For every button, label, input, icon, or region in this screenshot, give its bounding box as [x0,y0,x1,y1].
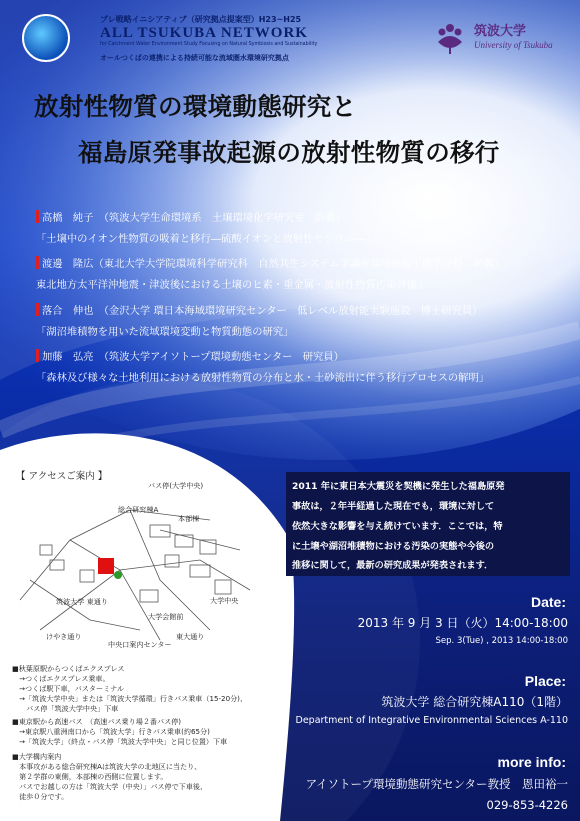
network-jp: オールつくばの連携による持続可能な流域圏水環境研究拠点 [100,54,289,62]
access-line: →つくば駅下車，バスターミナル [12,684,124,693]
program-label: プレ戦略イニシアティブ（研究拠点提案型）H23~H25 [100,15,302,24]
speaker-marker [36,256,39,269]
map-label-east-exit: 東大通り [176,632,205,641]
network-subtitle: for Catchment Water Environment Study Focusing on Natural Symbiosis and Sustainability [100,42,318,47]
speaker-marker [36,303,39,316]
description-line: 推移に関して，最新の研究成果が発表されます． [292,560,494,571]
map-label-bus-center: バス停(大学中央) [148,481,204,490]
map-label-library: 大学会館前 [148,612,184,621]
map-label-univ-center: 大学中央 [210,596,239,605]
contact-name: アイソトープ環境動態研究センター教授 恩田裕一 [305,777,568,791]
description-line: 事故は，２年半経過した現在でも，環境に対して [292,501,495,512]
poster-title-line2: 福島原発事故起源の放射性物質の移行 [78,138,500,167]
speaker-1-talk: 「土壌中のイオン性物質の吸着と移行―硫酸イオンと放射性セシウム―」 [36,233,376,245]
date-label: Date: [530,594,566,610]
access-line: →「筑波大学中央」または「筑波大学循環」行きバス乗車（15-20分)、 [12,694,248,703]
description-line: 依然大きな影響を与え続けています．ここでは，特 [292,521,503,532]
speaker-1-name: 高橋 純子 （筑波大学生命環境系 土壌環境化学研究室 助教） [42,212,346,224]
speaker-3-talk: 「湖沼堆積物を用いた流域環境変動と物質動態の研究」 [36,326,294,338]
speaker-3-name: 落合 伸也 （金沢大学 環日本海域環境研究センター 低レベル放射能実験施設 博士研究員） [42,305,483,317]
speaker-2-talk: 東北地方太平洋沖地震・津波後における土壌のヒ素・重金属・放射性物質汚染評価」 [36,279,428,291]
access-line: →東京駅八重洲南口から「筑波大学」行きバス乗車(約65分) [12,727,210,736]
all-tsukuba-logo-icon [22,14,70,62]
map-label-research-bldg: 総合研究棟A [118,505,159,514]
access-line: →「筑波大学」（終点・バス停「筑波大学中央」と同じ位置）下車 [12,737,228,746]
network-title: ALL TSUKUBA NETWORK [100,25,308,41]
access-line: ■東京駅から高速バス （高速バス乗り場２番バス停) [12,717,182,726]
map-label-route: 筑波大学 東通り [56,597,108,606]
speaker-4-name: 加藤 弘亮 （筑波大学アイソトープ環境動態センター 研究員） [42,351,344,363]
description-line: 2011 年に東日本大震災を契機に発生した福島原発 [292,481,505,492]
date-jp: 2013 年 9 月 3 日（火）14:00-18:00 [357,616,568,630]
speaker-2-name: 渡邊 隆広（東北大学大学院環境科学研究科 自然共生システム学講座環境修復生態学分野 助教） [42,258,505,270]
more-info-label: more info: [497,754,566,770]
access-line: 本事攻がある総合研究棟Aは筑波大学の北地区に当たり、 [12,762,202,771]
access-line: ■大学構内案内 [12,752,62,761]
university-name-jp: 筑波大学 [474,24,527,39]
access-title: 【 アクセスご案内 】 [16,471,108,482]
university-name-en: University of Tsukuba [474,40,553,50]
map-label-center-front: 中央口案内センター [108,640,172,649]
access-line: 徒歩０分です。 [12,792,69,801]
access-line: →つくばエクスプレス乗車。 [12,674,110,683]
map-label-main-bldg: 本部棟 [178,514,200,523]
description-line: に土壌や湖沼堆積物における汚染の実態や今後の [292,541,495,552]
date-en: Sep. 3(Tue) , 2013 14:00-18:00 [435,636,568,646]
place-jp: 筑波大学 総合研究棟A110（1階） [381,695,568,709]
access-line: バスでお越しの方は「筑波大学（中央）」バス停で下車後、 [12,782,208,791]
place-en: Department of Integrative Environmental Sciences A-110 [295,715,568,726]
access-line: ■秋葉原駅からつくばエクスプレス [12,664,125,673]
speaker-marker [36,349,39,362]
speaker-marker [36,210,39,223]
map-label-plaza: けやき通り [46,632,82,641]
contact-phone: 029-853-4226 [486,798,568,812]
place-label: Place: [524,673,566,689]
speaker-4-talk: 「森林及び様々な土地利用における放射性物質の分布と水・土砂流出に伴う移行プロセスの解明」 [36,372,490,384]
access-line: 第２学群の東側，本部棟の西側に位置します。 [12,772,168,781]
access-line: バス停「筑波大学中央」下車 [12,704,119,713]
poster-title-line1: 放射性物質の環境動態研究と [34,92,357,121]
paulownia-crest-icon [434,20,466,56]
